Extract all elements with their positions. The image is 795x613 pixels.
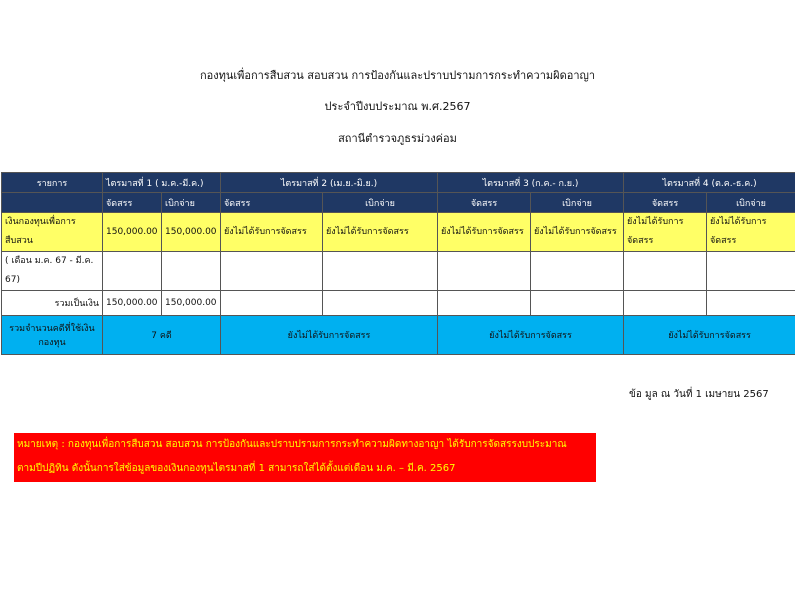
q1-spend-header: เบิกจ่าย [162,193,221,213]
q2-allocate-header: จัดสรร [221,193,323,213]
empty-cell [707,291,795,316]
q3-spend-value: ยังไม่ได้รับการจัดสรร [531,213,624,252]
total-row [2,291,795,316]
empty-cell [221,291,323,316]
empty-cell [103,252,162,291]
note-line-1: หมายเหตุ : กองทุนเพื่อการสืบสวน สอบสวน การป้องกันและปราบปรามการกระทำความผิดทางอาญา ได้รับการจัดสรรงบประมาณ [17,439,567,450]
q1-spend-value: 150,000.00 [162,213,221,252]
empty-cell [531,252,624,291]
period-row [2,252,795,291]
q4-allocate-value: ยังไม่ได้รับการจัดสรร [624,213,707,252]
station-name: สถานีตำรวจภูธรม่วงค่อม [338,132,457,145]
q3-allocate-value: ยังไม่ได้รับการจัดสรร [438,213,531,252]
q4-spend-value: ยังไม่ได้รับการจัดสรร [707,213,795,252]
fund-row [2,213,795,252]
cases-label: รวมจำนวนคดีที่ใช้เงินกองทุน [2,316,103,355]
total-label: รวมเป็นเงิน [2,291,103,316]
cases-row [2,316,795,355]
data-as-of-date: ข้อ มูล ณ วันที่ 1 เมษายน 2567 [629,389,769,400]
blank-cell [2,193,103,213]
q2-allocate-value: ยังไม่ได้รับการจัดสรร [221,213,323,252]
note-box [14,433,596,482]
empty-cell [624,252,707,291]
empty-cell [438,252,531,291]
report-title: กองทุนเพื่อการสืบสวน สอบสวน การป้องกันและปราบปรามการกระทำความผิดอาญา [199,69,596,82]
fiscal-year: ประจำปีงบประมาณ พ.ศ.2567 [324,100,471,113]
quarter-header-row [2,173,795,193]
empty-cell [323,252,438,291]
fund-label: เงินกองทุนเพื่อการสืบสวน [2,213,103,252]
total-q1-allocate: 150,000.00 [103,291,162,316]
q3-spend-header: เบิกจ่าย [531,193,624,213]
q4-spend-header: เบิกจ่าย [707,193,795,213]
cases-q1: 7 คดี [103,316,221,355]
empty-cell [323,291,438,316]
q2-spend-header: เบิกจ่าย [323,193,438,213]
cases-q4: ยังไม่ได้รับการจัดสรร [624,316,795,355]
quarter-1-header: ไตรมาสที่ 1 ( ม.ค.-มี.ค.) [103,173,221,193]
empty-cell [162,252,221,291]
fund-table [1,172,795,355]
q1-allocate-value: 150,000.00 [103,213,162,252]
cases-q3: ยังไม่ได้รับการจัดสรร [438,316,624,355]
item-column-header: รายการ [2,173,103,193]
quarter-2-header: ไตรมาสที่ 2 (เม.ย.-มิ.ย.) [221,173,438,193]
q2-spend-value: ยังไม่ได้รับการจัดสรร [323,213,438,252]
period-label: ( เดือน ม.ค. 67 - มี.ค. 67) [2,252,103,291]
quarter-3-header: ไตรมาสที่ 3 (ก.ค.- ก.ย.) [438,173,624,193]
q1-allocate-header: จัดสรร [103,193,162,213]
cases-q2: ยังไม่ได้รับการจัดสรร [221,316,438,355]
empty-cell [624,291,707,316]
empty-cell [438,291,531,316]
empty-cell [707,252,795,291]
total-q1-spend: 150,000.00 [162,291,221,316]
note-line-2: ตามปีปฏิทิน ดังนั้นการใส่ข้อมูลของเงินกองทุนไตรมาสที่ 1 สามารถใส่ได้ตั้งแต่เดือน ม.ค. – มี.ค. 2567 [17,463,456,474]
q3-allocate-header: จัดสรร [438,193,531,213]
q4-allocate-header: จัดสรร [624,193,707,213]
subheader-row [2,193,795,213]
empty-cell [221,252,323,291]
quarter-4-header: ไตรมาสที่ 4 (ต.ค.-ธ.ค.) [624,173,795,193]
empty-cell [531,291,624,316]
